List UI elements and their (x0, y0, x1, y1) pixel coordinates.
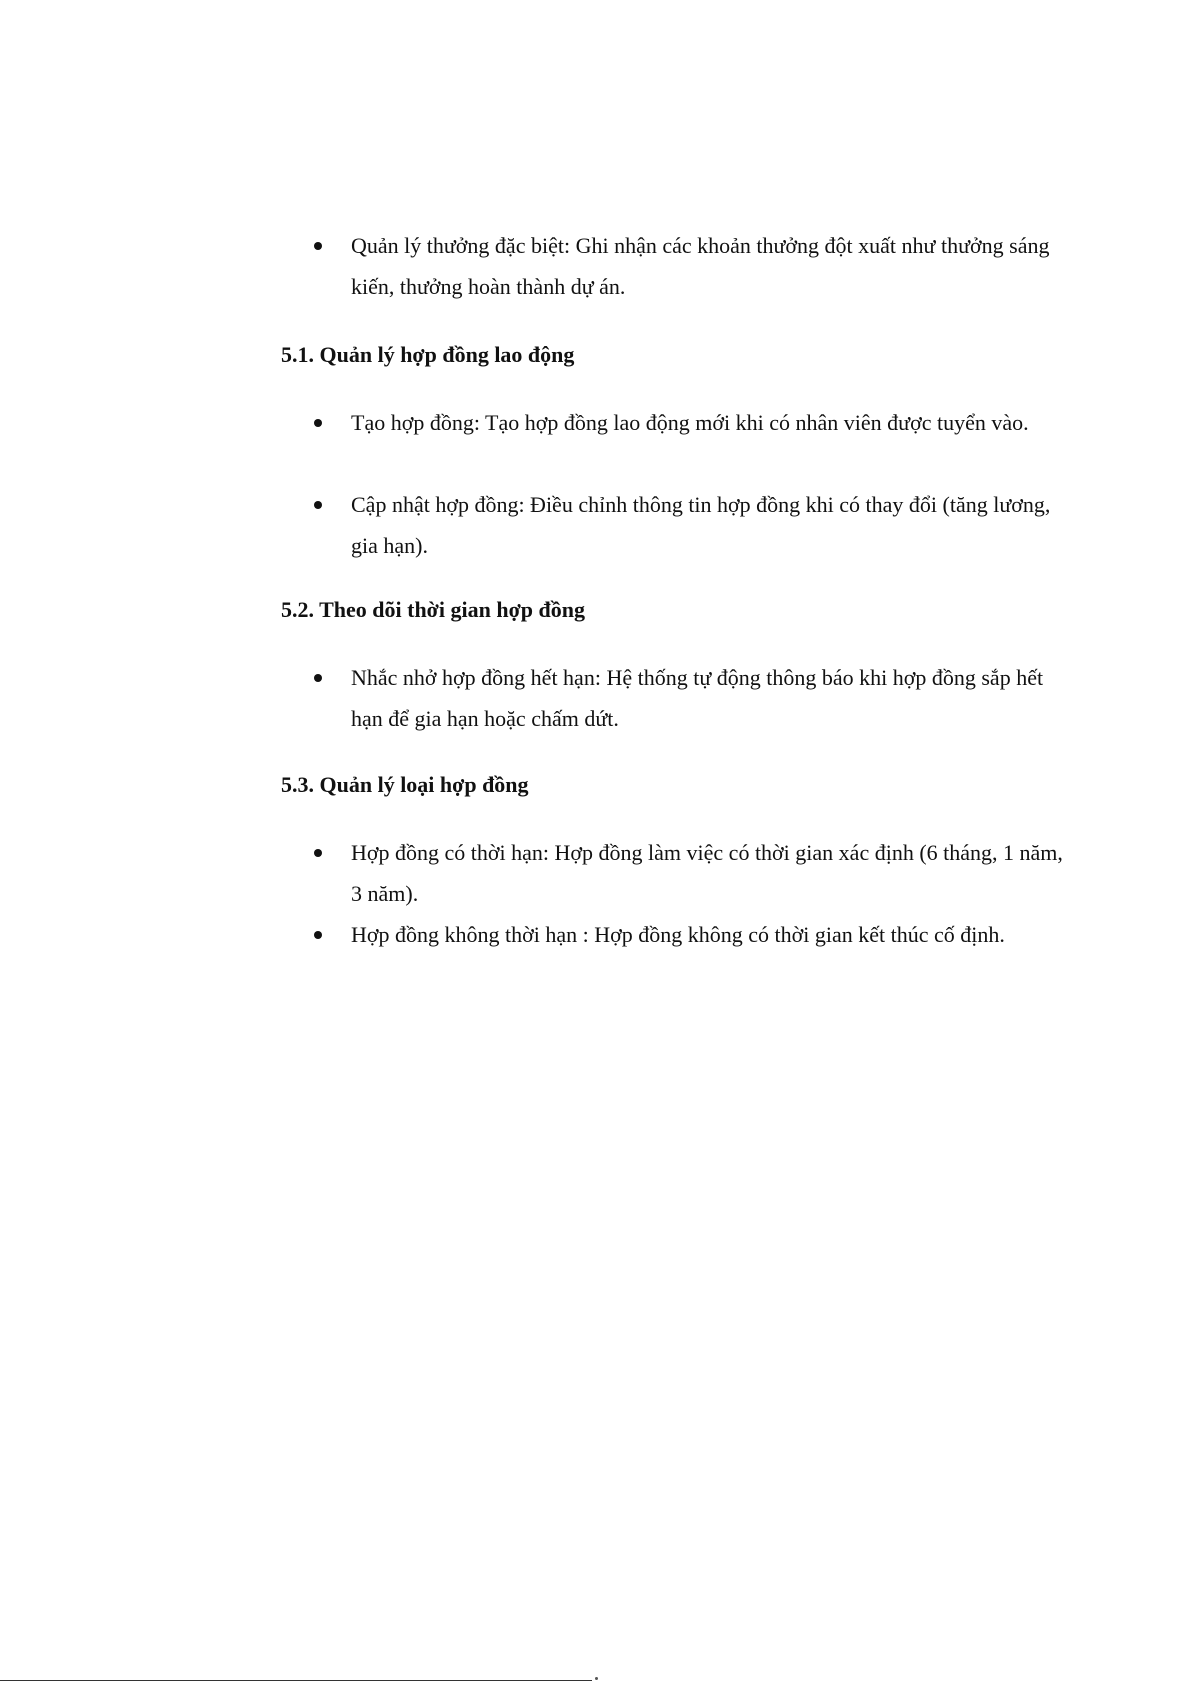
footnote-mark (595, 1677, 598, 1680)
footnote-separator (0, 1680, 592, 1681)
bullet-icon (314, 931, 322, 939)
list-item (351, 484, 1071, 566)
section-heading: 5.1. Quản lý hợp đồng lao động (281, 342, 575, 367)
list-item (351, 914, 1071, 955)
list-item (351, 657, 1071, 739)
bullet-icon (314, 849, 322, 857)
section-heading: 5.3. Quản lý loại hợp đồng (281, 772, 529, 797)
list-item-text: Quản lý thưởng đặc biệt: Ghi nhận các khoản thưởng đột xuất như thưởng sáng kiến, thưởng hoàn thành dự án. (351, 233, 1050, 299)
bullet-icon (314, 501, 322, 509)
bullet-icon (314, 674, 322, 682)
list-item-text: Nhắc nhở hợp đồng hết hạn: Hệ thống tự động thông báo khi hợp đồng sắp hết hạn để gia hạn hoặc chấm dứt. (351, 665, 1044, 731)
list-item (351, 832, 1071, 914)
section-heading: 5.2. Theo dõi thời gian hợp đồng (281, 597, 585, 622)
list-item (351, 225, 1071, 307)
bullet-icon (314, 419, 322, 427)
list-item-text: Hợp đồng không thời hạn : Hợp đồng không có thời gian kết thúc cố định. (351, 922, 1005, 947)
list-item-text: Tạo hợp đồng: Tạo hợp đồng lao động mới khi có nhân viên được tuyển vào. (351, 410, 1029, 435)
bullet-icon (314, 242, 322, 250)
list-item-text: Hợp đồng có thời hạn: Hợp đồng làm việc có thời gian xác định (6 tháng, 1 năm, 3 năm). (351, 840, 1063, 906)
list-item (351, 402, 1071, 443)
list-item-text: Cập nhật hợp đồng: Điều chỉnh thông tin hợp đồng khi có thay đổi (tăng lương, gia hạn). (351, 492, 1051, 558)
